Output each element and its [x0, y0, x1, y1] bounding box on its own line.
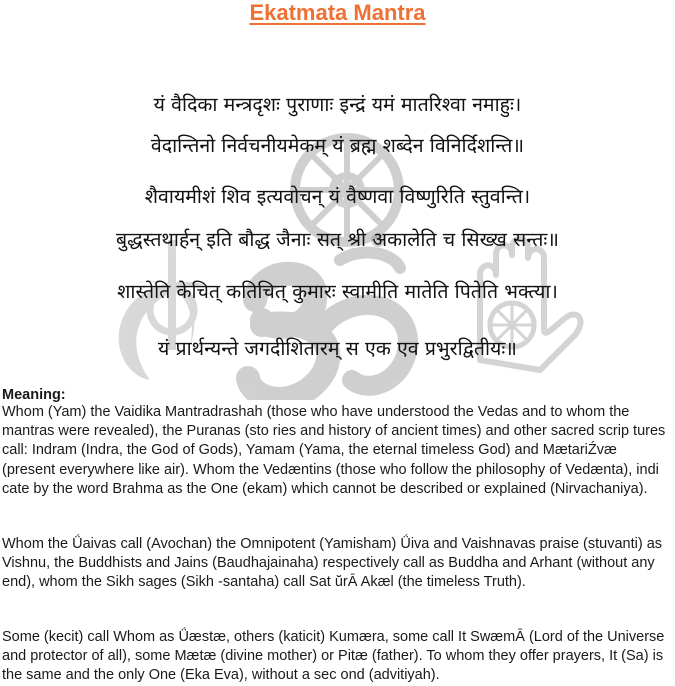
- verse-line-5: शास्तेति केचित् कतिचित् कुमारः स्वामीति मातेति पितेति भक्त्या।: [117, 280, 558, 303]
- om-icon: [248, 233, 408, 399]
- page-title: Ekatmata Mantra: [249, 0, 426, 25]
- meaning-paragraph-2: Whom the Ǘaivas call (Avochan) the Omnipotent (Yamisham) Ǘiva and Vaishnavas praise (stuvanti) as Vishnu, the Buddhists and Jains (Baudhajainaha) respectively call as Buddha and Arhant (without any end), whom the Sikh sages (Sikh -santaha) call Sat ŭrĀ Akæl (the timeless Truth).: [2, 536, 663, 591]
- verse-line-1: यं वैदिका मन्त्रदृशः पुराणाः इन्द्रं यमं मातरिश्वा नमाहुः।: [153, 93, 522, 116]
- verse-line-6: यं प्रार्थन्यन्ते जगदीशितारम् स एक एव प्रभुरद्वितीयः॥: [158, 337, 517, 360]
- meaning-paragraph-3: Some (kecit) call Whom as Ǘæstæ, others (katicit) Kumæra, some call It SwæmĀ (Lord of the Universe and protector of all), some Mætæ (divine mother) or Pitæ (father). To whom they offer prayers, It (Sa) is the same and the only One (Eka Eva), without a sec ond (advitiyah).: [2, 629, 665, 684]
- meaning-heading: Meaning:: [2, 387, 66, 403]
- meaning-paragraph-1: Whom (Yam) the Vaidika Mantradrashah (those who have understood the Vedas and to whom the mantras were revealed), the Puranas (sto ries and history of ancient times) and other sacred scrip tures call: Indram (Indra, the God of Gods), Yamam (Yama, the eternal timeless God) and MætariŹvæ (present everywhere like air). Whom the Vedæntins (those who follow the philosophy of Vedænta), indi cate by the word Brahma as the One (ekam) which cannot be described or explained (Nirvachaniya).: [2, 404, 666, 497]
- verse-line-2: वेदान्तिनो निर्वचनीयमेकम् यं ब्रह्म शब्देन विनिर्दिशन्ति॥: [150, 134, 525, 157]
- verse-line-3: शैवायमीशं शिव इत्यवोचन् यं वैष्णवा विष्णुरिति स्तुवन्ति।: [144, 185, 531, 208]
- verse-line-4: बुद्धस्तथार्हन् इति बौद्ध जैनाः सत् श्री अकालेति च सिख्ख सन्तः॥: [116, 228, 559, 251]
